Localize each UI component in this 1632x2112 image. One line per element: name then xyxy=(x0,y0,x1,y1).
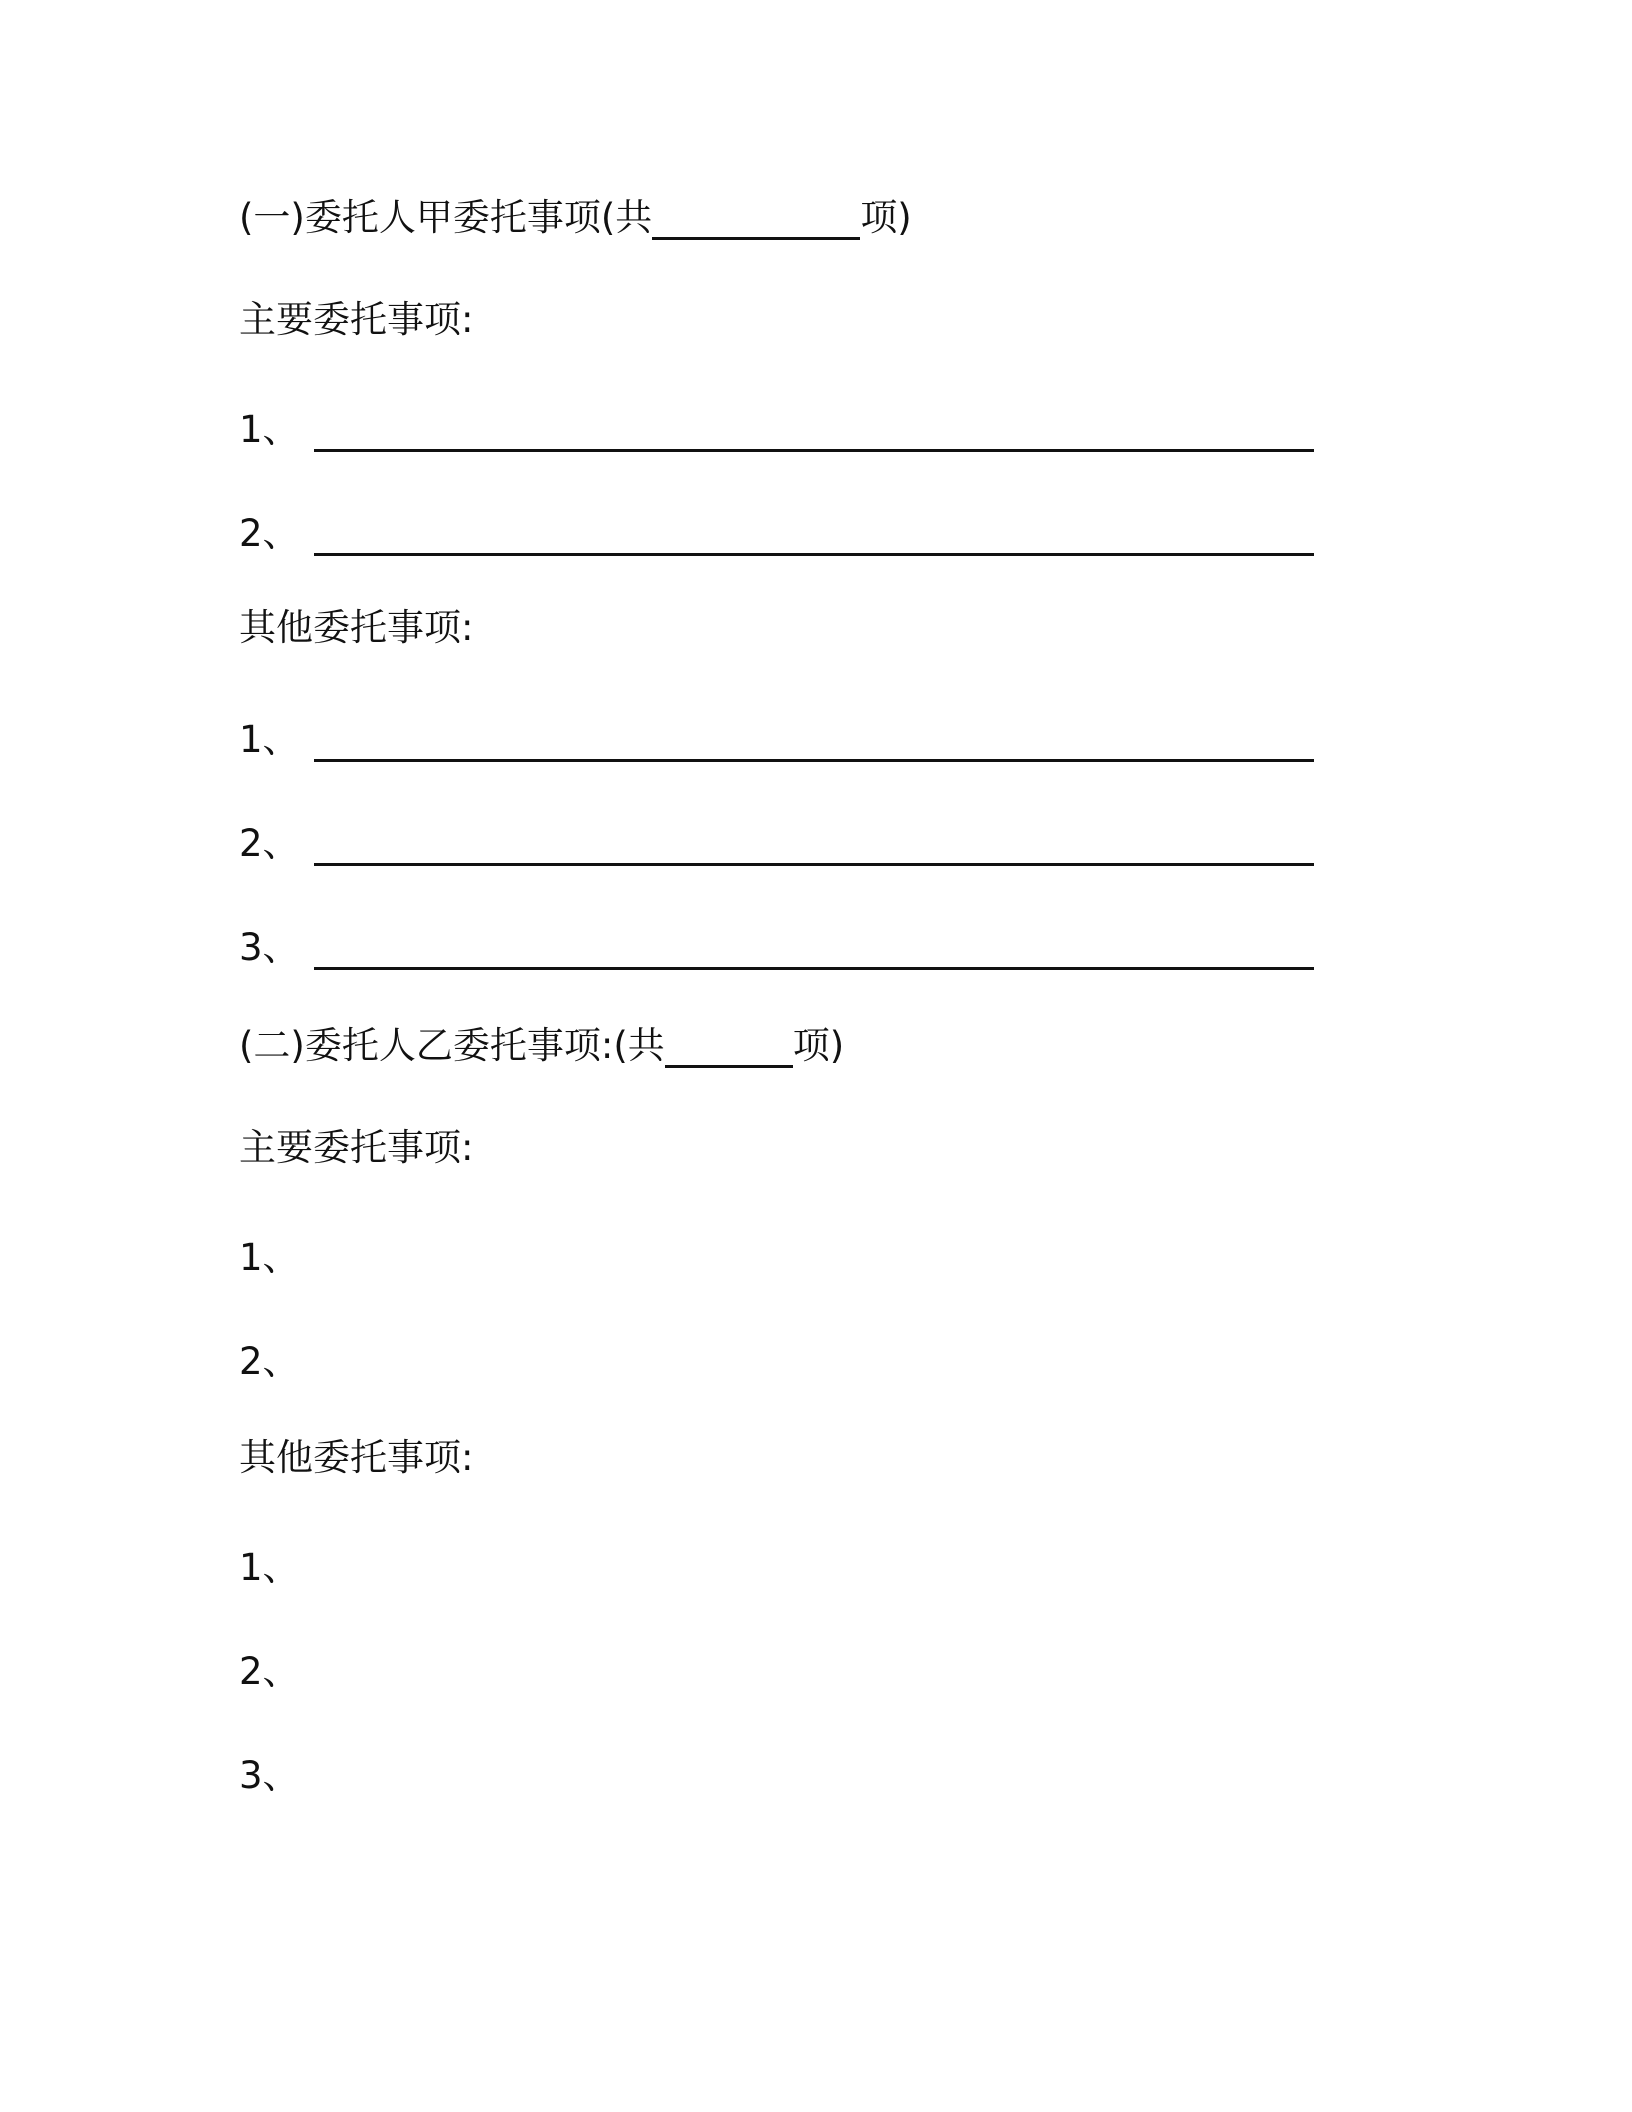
section-a-main-item-1 xyxy=(239,406,1314,454)
section-b-other-label: 其他委托事项: xyxy=(239,1436,474,1479)
item-number: 2、 xyxy=(239,822,300,865)
section-b-heading xyxy=(239,1022,844,1070)
item-number: 3、 xyxy=(239,926,300,969)
section-a-heading-suffix: 项) xyxy=(860,196,912,239)
section-a-main-item-2 xyxy=(239,510,1314,558)
section-a-main-label: 主要委托事项: xyxy=(239,298,474,341)
section-a-other-item-2 xyxy=(239,820,1314,868)
section-b-count-blank[interactable] xyxy=(665,1027,793,1068)
fill-in-blank[interactable] xyxy=(314,515,1314,556)
section-a-other-item-3 xyxy=(239,924,1314,972)
section-a-other-label: 其他委托事项: xyxy=(239,606,474,649)
section-b-main-item-1: 1、 xyxy=(239,1236,300,1279)
item-number: 2、 xyxy=(239,512,300,555)
fill-in-blank[interactable] xyxy=(314,825,1314,866)
item-number: 1、 xyxy=(239,718,300,761)
fill-in-blank[interactable] xyxy=(314,721,1314,762)
section-a-count-blank[interactable] xyxy=(652,199,860,240)
fill-in-blank[interactable] xyxy=(314,929,1314,970)
section-b-other-item-3: 3、 xyxy=(239,1754,300,1797)
section-b-other-item-1: 1、 xyxy=(239,1546,300,1589)
section-b-main-label: 主要委托事项: xyxy=(239,1126,474,1169)
section-a-heading xyxy=(239,194,912,242)
item-number: 1、 xyxy=(239,408,300,451)
section-b-heading-prefix: (二)委托人乙委托事项:(共 xyxy=(239,1024,665,1067)
fill-in-blank[interactable] xyxy=(314,411,1314,452)
section-b-heading-suffix: 项) xyxy=(792,1024,845,1067)
section-b-main-item-2: 2、 xyxy=(239,1340,300,1383)
section-b-other-item-2: 2、 xyxy=(239,1650,300,1693)
section-a-heading-prefix: (一)委托人甲委托事项(共 xyxy=(239,196,653,239)
section-a-other-item-1 xyxy=(239,716,1314,764)
